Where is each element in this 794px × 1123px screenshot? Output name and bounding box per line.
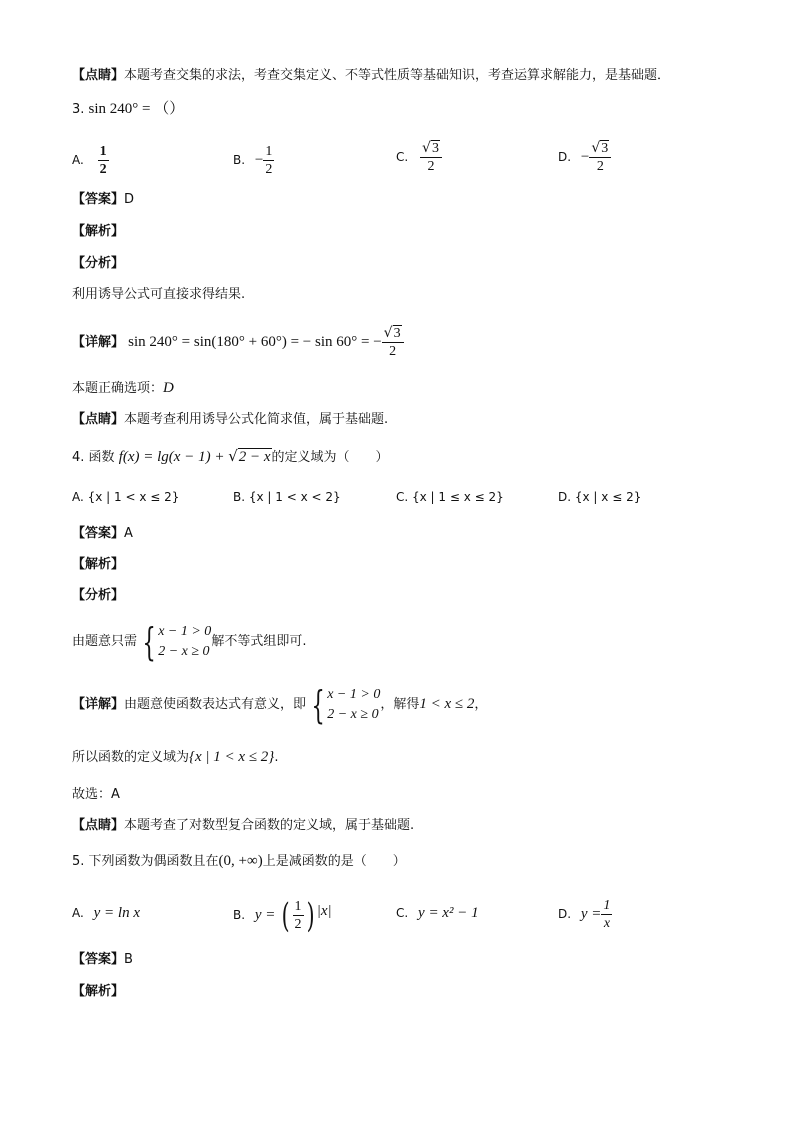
exponent: |x| <box>316 903 332 919</box>
detail-end: ， <box>474 697 488 712</box>
minus-sign: − <box>580 149 590 165</box>
q4-option-c: C. {x | 1 ≤ x ≤ 2} <box>396 490 504 504</box>
answer-value: B <box>124 952 133 967</box>
fraction <box>601 897 612 932</box>
domain-prefix: 所以函数的定义域为 <box>72 750 190 765</box>
q5-option-a <box>72 903 140 923</box>
fenxi-prefix: 由题意只需 <box>72 634 138 649</box>
option-expr: y = <box>580 906 602 922</box>
option-letter: C. <box>396 150 409 164</box>
numerator: 1 <box>265 144 273 159</box>
q4-option-b: B. {x | 1 < x < 2} <box>233 490 341 504</box>
option-letter: B. <box>233 908 246 922</box>
correct-value: D <box>163 380 174 396</box>
q4-dianjing <box>72 816 414 836</box>
system-row: 2 − x ≥ 0 <box>327 706 379 722</box>
option-expr: y = <box>254 907 276 923</box>
detail-prefix: 由题意使函数表达式有意义，即 <box>124 697 307 712</box>
q4-option-d: D. {x | x ≤ 2} <box>558 490 642 504</box>
q3-option-c <box>396 140 442 175</box>
detail-result: 1 < x ≤ 2 <box>419 696 475 712</box>
q5-option-d <box>558 897 612 932</box>
q5-analysis-label: 【解析】 <box>72 984 125 999</box>
q4-option-a: A. {x | 1 < x ≤ 2} <box>72 490 180 504</box>
denominator: 2 <box>596 159 604 174</box>
numerator: 1 <box>99 144 107 159</box>
fraction <box>589 140 611 175</box>
dianjing-label: 【点睛】 <box>72 818 125 833</box>
q4-answer <box>72 524 133 544</box>
q5-stem <box>72 851 406 872</box>
option-letter: D. <box>558 907 572 921</box>
q4-detail <box>72 682 487 727</box>
numerator: √3 <box>589 140 611 158</box>
radicand: 2 − x <box>238 449 271 465</box>
q3-number: 3. <box>72 102 85 117</box>
option-expr: y = ln x <box>93 905 140 921</box>
detail-expression: sin 240° = sin(180° + 60°) = − sin 60° = − <box>128 334 382 350</box>
dianjing-label: 【点睛】 <box>72 68 125 83</box>
q5-option-c <box>396 903 479 923</box>
fraction <box>263 143 274 178</box>
q5-interval: (0, +∞) <box>218 853 263 869</box>
dianjing-text: 本题考查利用诱导公式化简求值，属于基础题. <box>124 412 389 427</box>
answer-value: D <box>124 192 135 207</box>
q3-fenxi-text: 利用诱导公式可直接求得结果. <box>72 287 246 302</box>
denominator: 2 <box>389 344 397 359</box>
detail-mid: ，解得 <box>380 697 420 712</box>
fraction <box>420 140 442 175</box>
radicand: 3 <box>393 326 401 341</box>
detail-label: 【详解】 <box>72 697 125 712</box>
option-letter: A. <box>72 153 84 167</box>
q4-domain <box>72 747 278 768</box>
q3-stem <box>72 99 184 120</box>
q5-option-b <box>233 895 332 936</box>
system-row: x − 1 > 0 <box>158 623 212 639</box>
power-expr: ( $\frac{1}{2}$ ) |x| <box>281 895 332 936</box>
option-letter: C. <box>396 906 409 920</box>
domain-end: . <box>274 750 279 765</box>
q3-option-a <box>72 143 109 178</box>
q5-stem-suffix: 上是减函数的是（ ） <box>262 854 406 869</box>
numerator: 1 <box>603 898 611 913</box>
q3-dianjing <box>72 410 388 430</box>
q4-stem-suffix: 的定义域为（ ） <box>271 450 389 465</box>
q4-number: 4. 函数 <box>72 450 115 465</box>
q4-fenxi <box>72 620 306 664</box>
q3-option-d <box>558 140 611 175</box>
minus-sign: − <box>254 152 264 168</box>
numerator: √3 <box>382 325 404 343</box>
fraction <box>382 325 404 360</box>
radicand: 3 <box>601 141 609 156</box>
fraction <box>293 898 304 933</box>
dianjing-label: 【点睛】 <box>72 412 125 427</box>
correct-text: 本题正确选项： <box>72 381 164 396</box>
denominator: 2 <box>99 162 107 177</box>
fraction <box>98 143 109 178</box>
top-dianjing-line <box>72 66 670 86</box>
denominator: 2 <box>265 162 273 177</box>
numerator: 1 <box>294 899 302 914</box>
option-letter: D. <box>558 150 572 164</box>
inequality-system: { x − 1 > 0 2 − x ≥ 0 <box>142 619 212 664</box>
numerator: √3 <box>420 140 442 158</box>
q3-answer <box>72 190 134 210</box>
q4-stem: 4. 函数 f(x) = lg(x − 1) + √2 − x的定义域为（ ） <box>72 447 389 465</box>
q3-option-b <box>233 143 274 178</box>
system-row: x − 1 > 0 <box>327 686 381 702</box>
denominator: 2 <box>294 917 302 932</box>
q5-stem-prefix: 5. 下列函数为偶函数且在 <box>72 854 219 869</box>
option-expr: y = x² − 1 <box>418 905 479 921</box>
answer-label: 【答案】 <box>72 526 125 541</box>
q3-stem-expr: sin 240° = （） <box>88 101 185 117</box>
q4-function-expr: f(x) = lg(x − 1) + <box>118 449 229 465</box>
radicand: 3 <box>431 141 439 156</box>
q4-analysis-label: 【解析】 <box>72 557 125 572</box>
denominator: 2 <box>427 159 435 174</box>
q3-fenxi-label: 【分析】 <box>72 256 125 271</box>
q3-analysis-label: 【解析】 <box>72 224 125 239</box>
option-letter: A. <box>72 906 84 920</box>
q5-answer <box>72 950 133 970</box>
dianjing-text: 本题考查了对数型复合函数的定义域，属于基础题. <box>124 818 415 833</box>
dianjing-text: 本题考查交集的求法，考查交集定义、不等式性质等基础知识，考查运算求解能力，是基础题． <box>124 68 671 83</box>
answer-label: 【答案】 <box>72 192 125 207</box>
inequality-system: { x − 1 > 0 2 − x ≥ 0 <box>311 682 381 727</box>
system-row: 2 − x ≥ 0 <box>158 643 210 659</box>
fenxi-suffix: 解不等式组即可. <box>211 634 307 649</box>
denominator: x <box>603 916 611 931</box>
q3-detail <box>72 322 404 363</box>
q3-correct <box>72 378 174 399</box>
domain-expr: {x | 1 < x ≤ 2} <box>189 749 275 765</box>
detail-label: 【详解】 <box>72 335 125 350</box>
answer-label: 【答案】 <box>72 952 125 967</box>
q4-fenxi-label: 【分析】 <box>72 588 125 603</box>
option-letter: B. <box>233 153 246 167</box>
answer-value: A <box>124 526 133 541</box>
q4-choice: 故选：A <box>72 787 120 802</box>
